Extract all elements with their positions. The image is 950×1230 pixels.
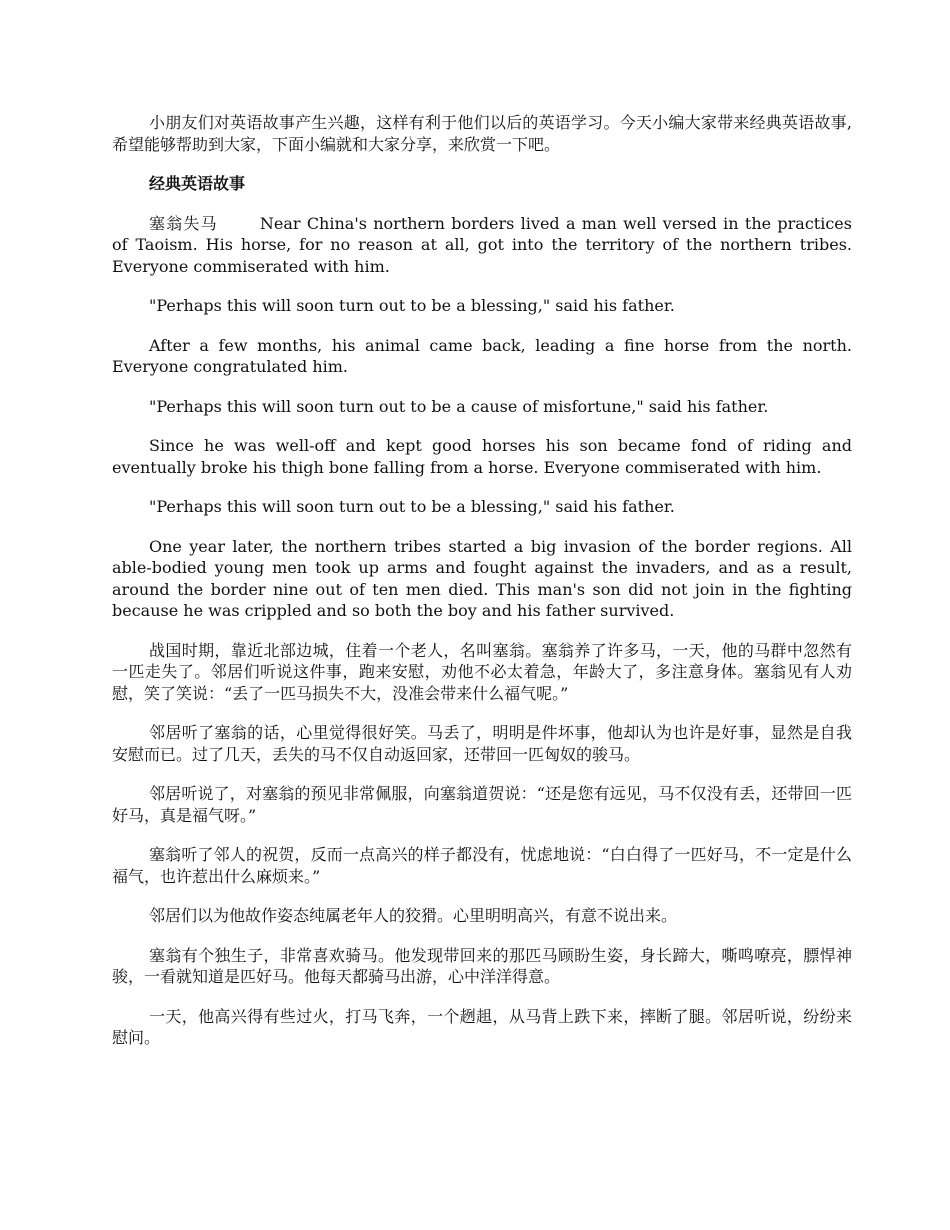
english-paragraph-4: "Perhaps this will soon turn out to be a cause of misfortune," said his father. — [149, 396, 769, 416]
chinese-paragraph-3: 邻居听说了，对塞翁的预见非常佩服，向塞翁道贺说：“还是您有远见，马不仅没有丢，还带回一匹好马，真是福气呀。” — [112, 784, 852, 825]
chinese-paragraph-5: 邻居们以为他故作姿态纯属老年人的狡猾。心里明明高兴，有意不说出来。 — [149, 906, 678, 925]
english-paragraph-1-text: Near China's northern borders lived a man well versed in the practices of Taoism. His horse, for no reason at all, got into the territory of the northern tribes. Everyone commiserated with him. — [112, 213, 852, 276]
chinese-paragraph-1: 战国时期，靠近北部边城，住着一个老人，名叫塞翁。塞翁养了许多马，一天，他的马群中忽然有一匹走失了。邻居们听说这件事，跑来安慰，劝他不必太着急，年龄大了，多注意身体。塞翁见有人劝慰，笑了笑说：“丢了一匹马损失不大，没准会带来什么福气呢。” — [112, 640, 852, 703]
english-paragraph-7: One year later, the northern tribes started a big invasion of the border regions. All able-bodied young men took up arms and fought against the invaders, and as a result, around the border nine out of ten men died. This man's son did not join in the fighting because he was crippled and so both the boy and his father survived. — [112, 536, 852, 620]
chinese-paragraph-7: 一天，他高兴得有些过火，打马飞奔，一个趔趄，从马背上跌下来，摔断了腿。邻居听说，纷纷来慰问。 — [112, 1006, 852, 1047]
document-body — [112, 112, 852, 1067]
intro-paragraph: 小朋友们对英语故事产生兴趣，这样有利于他们以后的英语学习。今天小编大家带来经典英语故事,希望能够帮助到大家，下面小编就和大家分享，来欣赏一下吧。 — [112, 113, 852, 154]
english-paragraph-3: After a few months, his animal came back, leading a fine horse from the north. Everyone congratulated him. — [112, 335, 852, 376]
english-paragraph-1 — [112, 213, 852, 278]
story-title: 塞翁失马 — [149, 213, 218, 233]
english-paragraph-2: "Perhaps this will soon turn out to be a blessing," said his father. — [149, 296, 675, 315]
english-paragraph-5: Since he was well-off and kept good horses his son became fond of riding and eventually broke his thigh bone falling from a horse. Everyone commiserated with him. — [112, 436, 852, 477]
chinese-paragraph-6: 塞翁有个独生子，非常喜欢骑马。他发现带回来的那匹马顾盼生姿，身长蹄大，嘶鸣嘹亮，膘悍神骏，一看就知道是匹好马。他每天都骑马出游，心中洋洋得意。 — [112, 945, 852, 986]
english-paragraph-6: "Perhaps this will soon turn out to be a blessing," said his father. — [149, 497, 675, 516]
chinese-paragraph-4: 塞翁听了邻人的祝贺，反而一点高兴的样子都没有，忧虑地说：“白白得了一匹好马，不一定是什么福气，也许惹出什么麻烦来。” — [112, 845, 852, 886]
section-title: 经典英语故事 — [149, 174, 246, 193]
chinese-paragraph-2: 邻居听了塞翁的话，心里觉得很好笑。马丢了，明明是件坏事，他却认为也许是好事，显然是自我安慰而已。过了几天，丢失的马不仅自动返回家，还带回一匹匈奴的骏马。 — [112, 723, 852, 764]
